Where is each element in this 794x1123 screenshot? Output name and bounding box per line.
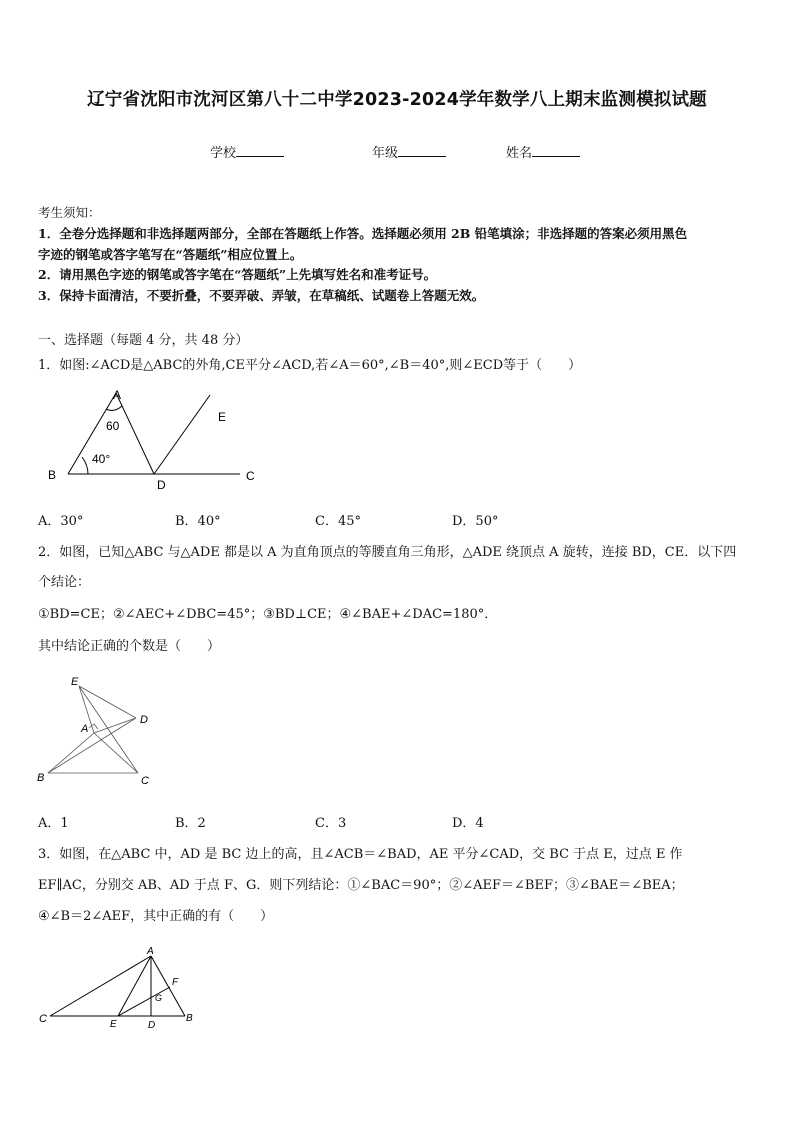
notice-item-1: 1．全卷分选择题和非选择题两部分，全部在答题纸上作答。选择题必须用 2B 铅笔填涂；非选择题的答案必须用黑色 [38,226,688,241]
q2-label-E: E [71,676,79,688]
q1-label-E: E [218,410,227,424]
q2-stem-line1: 2．如图，已知△ABC 与△ADE 都是以 A 为直角顶点的等腰直角三角形，△ADE 绕顶点 A 旋转，连接 BD，CE．以下四 [38,545,737,560]
q2-option-c[interactable]: C．3 [315,816,347,831]
q3-line-CA [50,956,151,1016]
notice-item-2: 2．请用黑色字迹的钢笔或答字笔在“答题纸”上先填写姓名和准考证号。 [38,267,437,282]
q1-line-DE [154,395,210,474]
q3-label-D: D [148,1020,156,1031]
q2-label-C: C [141,775,149,787]
q1-label-A: A [113,388,122,402]
q1-angle-arc-B [82,457,88,474]
name-label: 姓名 [506,146,533,161]
grade-label: 年级 [372,146,399,161]
q3-label-E: E [110,1019,117,1030]
q3-label-A: A [147,946,154,957]
q1-line-AD [116,393,154,474]
q3-stem-line2: EF∥AC，分别交 AB、AD 于点 F、G．则下列结论：①∠BAC＝90°；②∠AEF＝∠BEF；③∠BAE＝∠BEA； [38,878,684,893]
q2-option-d[interactable]: D．4 [452,816,484,831]
grade-field [372,142,446,161]
q2-label-D: D [140,714,148,726]
school-label: 学校 [210,146,237,161]
q2-option-a[interactable]: A．1 [38,816,69,831]
q1-label-C: C [246,469,255,483]
notice-heading: 考生须知： [38,205,101,220]
exam-title: 辽宁省沈阳市沈河区第八十二中学2023-2024学年数学八上期末监测模拟试题 [87,90,707,110]
q2-line-BA [48,733,94,773]
q1-label-angle-A: 60 [106,419,120,433]
q2-conclusions: ①BD=CE；②∠AEC+∠DBC=45°；③BD⊥CE；④∠BAE+∠DAC=180°． [38,607,498,622]
q1-option-d[interactable]: D．50° [452,514,499,529]
q2-right-angle-mark [89,724,98,729]
section-heading: 一、选择题（每题 4 分，共 48 分） [38,333,249,348]
q1-option-c[interactable]: C．45° [315,514,361,529]
q2-label-A: A [81,723,89,735]
q1-label-D: D [157,478,166,492]
q3-label-B: B [186,1013,193,1024]
q3-label-G: G [155,993,163,1003]
notice-item-3: 3．保持卡面清洁，不要折叠，不要弄破、弄皱，在草稿纸、试题卷上答题无效。 [38,288,485,303]
school-field [210,142,284,161]
q1-option-a[interactable]: A．30° [38,514,84,529]
q1-label-B: B [48,468,57,482]
q2-option-b[interactable]: B．2 [175,816,206,831]
q3-label-F: F [172,977,179,988]
q2-stem-line2: 个结论： [38,575,91,590]
q2-figure [35,668,165,790]
name-blank [532,144,580,157]
q1-option-b[interactable]: B．40° [175,514,221,529]
q2-question: 其中结论正确的个数是（ ） [38,639,221,654]
notice-item-1-cont: 字迹的钢笔或答字笔写在“答题纸”相应位置上。 [38,247,303,262]
school-blank [236,144,284,157]
q1-stem: 1．如图:∠ACD是△ABC的外角,CE平分∠ACD,若∠A＝60°,∠B＝40°,则∠ECD等于（ ） [38,358,582,373]
q1-figure [40,385,270,495]
q3-line-AB [151,956,185,1016]
q3-stem-line1: 3．如图，在△ABC 中，AD 是 BC 边上的高，且∠ACB＝∠BAD，AE 平分∠CAD，交 BC 于点 E，过点 E 作 [38,847,683,862]
name-field [506,142,580,161]
q3-stem-line3: ④∠B＝2∠AEF，其中正确的有（ ） [38,909,274,924]
grade-blank [398,144,446,157]
q3-figure [35,945,205,1035]
q2-label-B: B [37,772,45,784]
q3-label-C: C [39,1013,47,1025]
q2-line-AC [94,733,138,773]
q1-label-angle-B: 40° [92,452,111,466]
